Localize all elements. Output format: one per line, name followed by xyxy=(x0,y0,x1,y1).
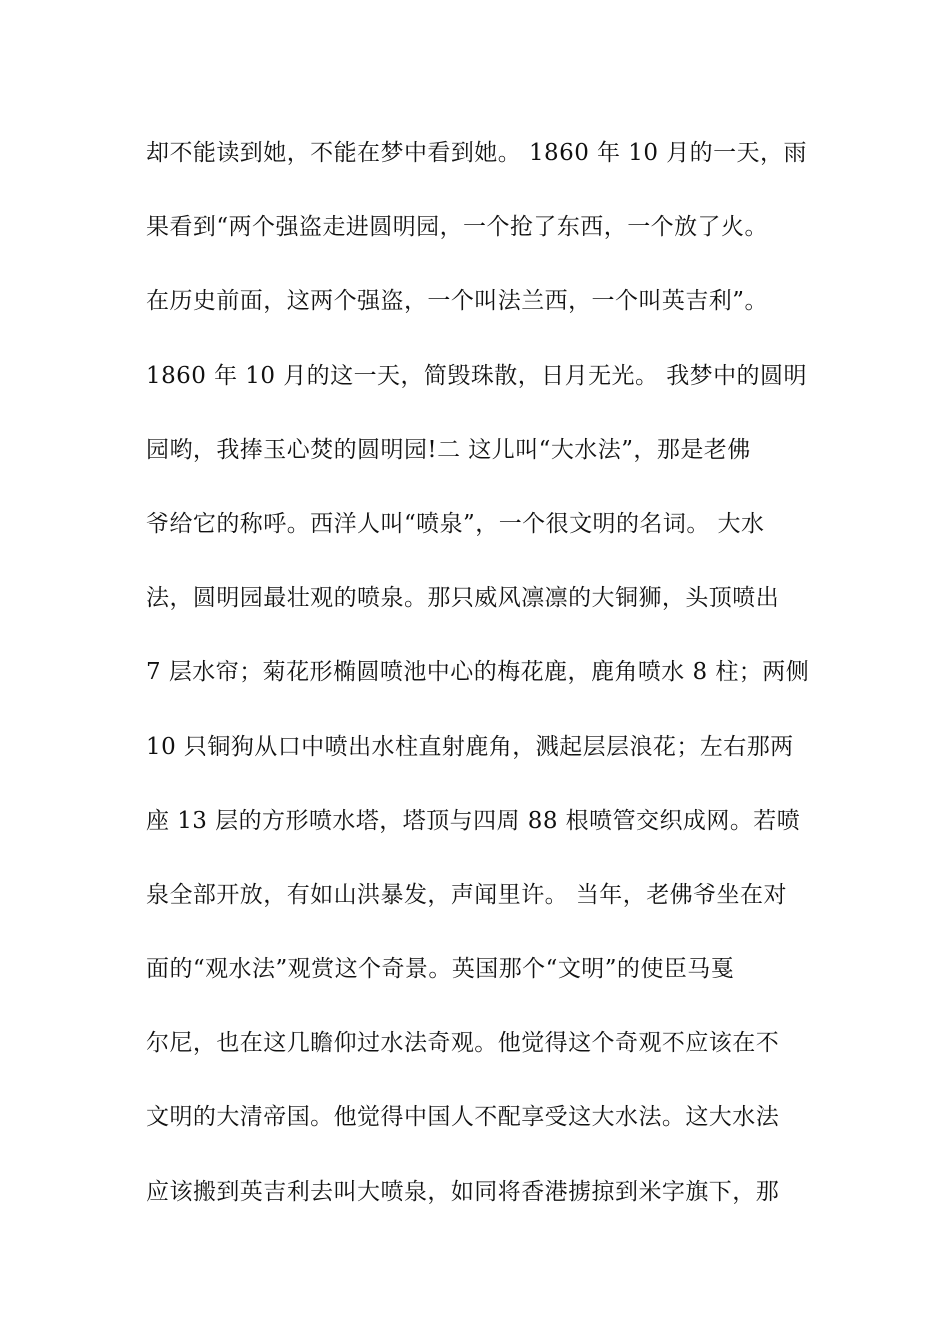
text-line-6: 爷给它的称呼。西洋人叫“喷泉”，一个很文明的名词。 大水 xyxy=(146,510,765,537)
text-line-2: 果看到“两个强盗走进圆明园，一个抢了东西，一个放了火。 xyxy=(146,214,768,241)
text-line-15: 应该搬到英吉利去叫大喷泉，如同将香港掳掠到米字旗下，那 xyxy=(146,1178,780,1205)
text-line-9: 10 只铜狗从口中喷出水柱直射鹿角，溅起层层浪花；左右那两 xyxy=(146,733,794,760)
text-line-14: 文明的大清帝国。他觉得中国人不配享受这大水法。这大水法 xyxy=(146,1104,780,1131)
text-line-8: 7 层水帘；菊花形椭圆喷池中心的梅花鹿，鹿角喷水 8 柱；两侧 xyxy=(146,659,810,686)
text-line-1: 却不能读到她，不能在梦中看到她。 1860 年 10 月的一天，雨 xyxy=(146,140,807,166)
text-line-10: 座 13 层的方形喷水塔，塔顶与四周 88 根喷管交织成网。若喷 xyxy=(146,807,801,834)
body-text xyxy=(146,131,816,1244)
text-line-4: 1860 年 10 月的这一天，简毁珠散，日月无光。 我梦中的圆明 xyxy=(146,362,807,389)
text-line-13: 尔尼，也在这几瞻仰过水法奇观。他觉得这个奇观不应该在不 xyxy=(146,1030,780,1057)
text-line-11: 泉全部开放，有如山洪暴发，声闻里许。 当年，老佛爷坐在对 xyxy=(146,881,787,908)
text-line-12: 面的“观水法”观赏这个奇景。英国那个“文明”的使臣马戛 xyxy=(146,956,735,983)
text-line-5: 园哟，我捧玉心焚的圆明园!二 这儿叫“大水法”，那是老佛 xyxy=(146,436,751,463)
text-line-7: 法，圆明园最壮观的喷泉。那只威风凛凛的大铜狮，头顶喷出 xyxy=(146,585,780,612)
text-line-3: 在历史前面，这两个强盗，一个叫法兰西，一个叫英吉利”。 xyxy=(146,288,768,315)
